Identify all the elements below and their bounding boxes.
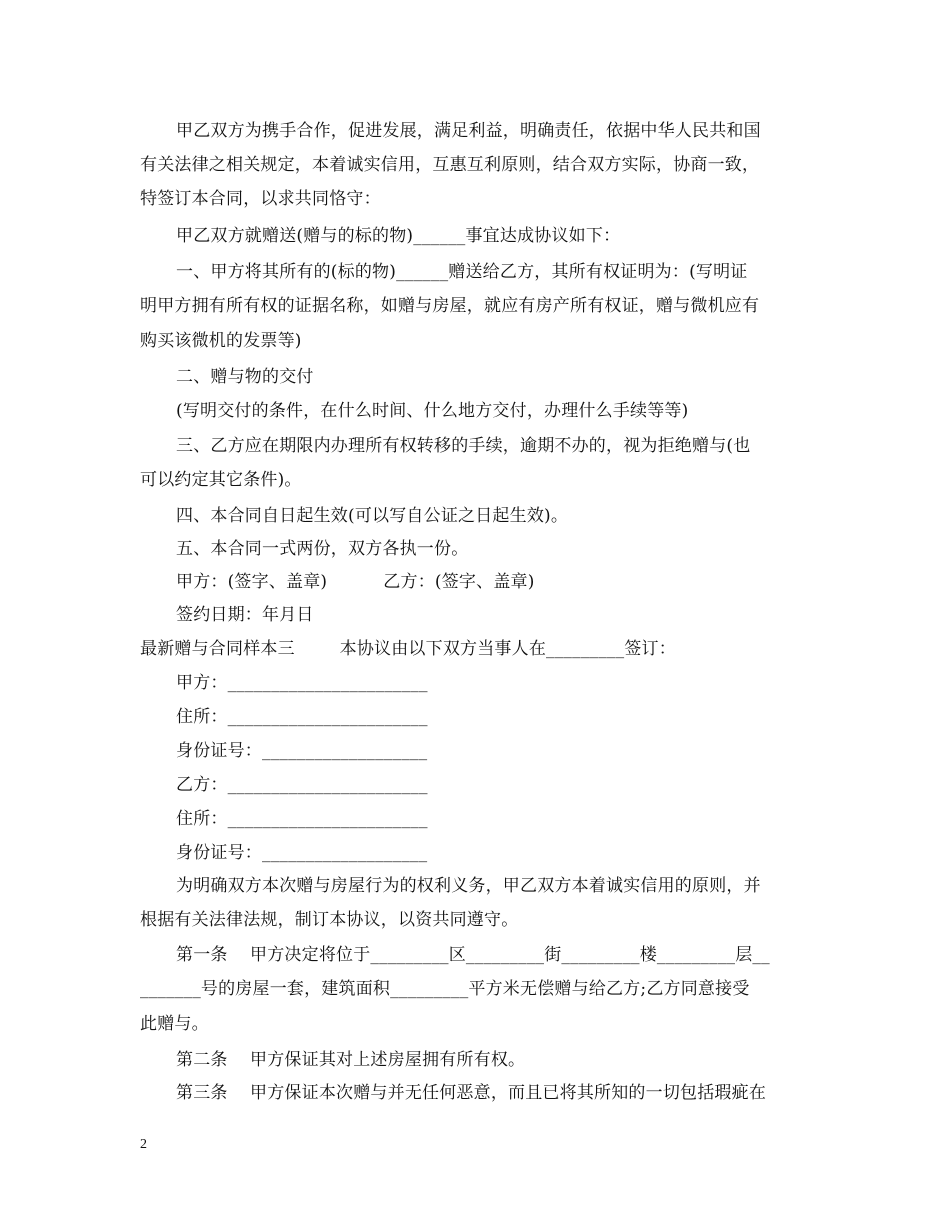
clause-line: 第一条 甲方决定将位于_________区_________街_________楼_________层__	[176, 945, 770, 965]
paragraph-line: 甲乙双方为携手合作，促进发展，满足利益，明确责任，依据中华人民共和国	[176, 121, 761, 141]
form-field-line: 甲方：_______________________	[176, 673, 428, 693]
paragraph-line: 四、本合同自日起生效(可以写自公证之日起生效)。	[176, 506, 569, 526]
clause-line: _______号的房屋一套，建筑面积_________平方米无偿赠与给乙方;乙方同意接受	[140, 979, 750, 999]
paragraph-line: 为明确双方本次赠与房屋行为的权利义务，甲乙双方本着诚实信用的原则，并	[176, 876, 761, 896]
form-field-line: 住所：_______________________	[176, 809, 428, 829]
page-number: 2	[140, 1137, 147, 1152]
paragraph-line: 一、甲方将其所有的(标的物)______赠送给乙方，其所有权证明为：(写明证	[176, 262, 748, 282]
paragraph-line: 签约日期：年月日	[176, 605, 314, 625]
paragraph-line: 五、本合同一式两份，双方各执一份。	[176, 539, 469, 559]
clause-line: 第二条 甲方保证其对上述房屋拥有所有权。	[176, 1050, 526, 1070]
form-field-line: 身份证号：___________________	[176, 741, 428, 761]
paragraph-line: 甲方：(签字、盖章) 乙方：(签字、盖章)	[176, 572, 535, 592]
clause-line: 此赠与。	[140, 1014, 209, 1034]
form-field-line: 身份证号：___________________	[176, 843, 428, 863]
form-field-line: 乙方：_______________________	[176, 775, 428, 795]
paragraph-line: (写明交付的条件，在什么时间、什么地方交付，办理什么手续等等)	[176, 401, 689, 421]
paragraph-line: 根据有关法律法规，制订本协议，以资共同遵守。	[140, 910, 519, 930]
paragraph-line: 购买该微机的发票等)	[140, 331, 302, 351]
paragraph-line: 三、乙方应在期限内办理所有权转移的手续，逾期不办的，视为拒绝赠与(也	[176, 436, 751, 456]
paragraph-line: 二、赠与物的交付	[176, 367, 314, 387]
paragraph-line: 特签订本合同，以求共同恪守：	[140, 189, 381, 209]
paragraph-line: 明甲方拥有所有权的证据名称，如赠与房屋，就应有房产所有权证，赠与微机应有	[140, 296, 760, 316]
paragraph-line: 甲乙双方就赠送(赠与的标的物)______事宜达成协议如下：	[176, 226, 621, 246]
paragraph-line: 可以约定其它条件)。	[140, 470, 302, 490]
section-heading-line: 最新赠与合同样本三 本协议由以下双方当事人在_________签订：	[140, 639, 676, 659]
paragraph-line: 有关法律之相关规定，本着诚实信用，互惠互利原则，结合双方实际，协商一致，	[140, 155, 760, 175]
clause-line: 第三条 甲方保证本次赠与并无任何恶意，而且已将其所知的一切包括瑕疵在	[176, 1083, 767, 1103]
form-field-line: 住所：_______________________	[176, 707, 428, 727]
